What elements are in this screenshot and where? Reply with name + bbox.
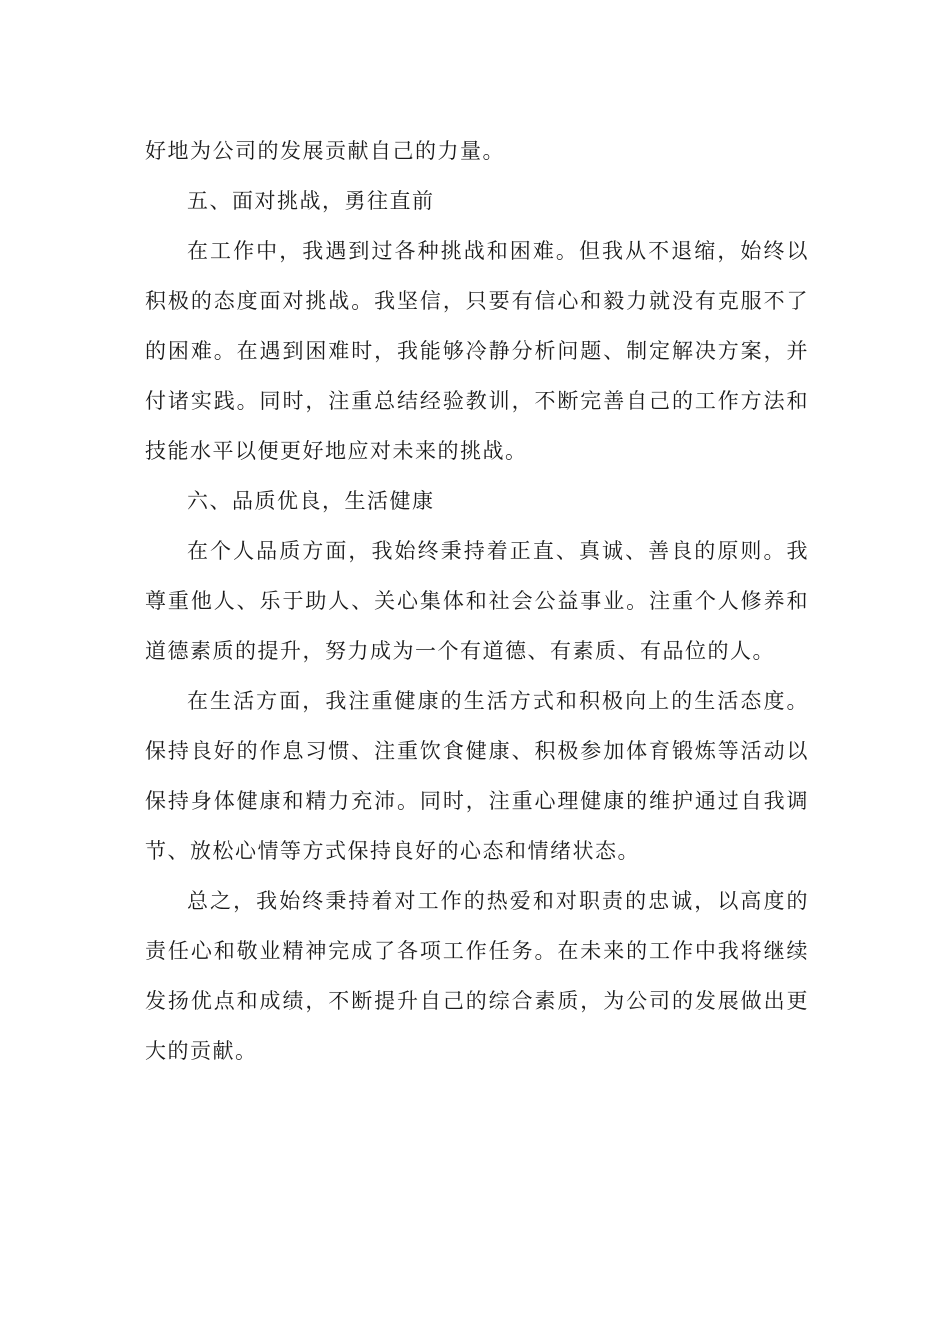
paragraph-lifestyle: 在生活方面，我注重健康的生活方式和积极向上的生活态度。保持良好的作息习惯、注重饮食健康、积极参加体育锻炼等活动以保持身体健康和精力充沛。同时，注重心理健康的维护通过自我调节、放松心情等方式保持良好的心态和情绪状态。 (145, 689, 809, 863)
continuation-paragraph: 好地为公司的发展贡献自己的力量。 (145, 139, 505, 163)
document-body (145, 126, 809, 1076)
section-heading-five: 五、面对挑战，勇往直前 (187, 189, 435, 213)
paragraph-character: 在个人品质方面，我始终秉持着正直、真诚、善良的原则。我尊重他人、乐于助人、关心集体和社会公益事业。注重个人修养和道德素质的提升，努力成为一个有道德、有素质、有品位的人。 (145, 539, 809, 663)
paragraph-challenges: 在工作中，我遇到过各种挑战和困难。但我从不退缩，始终以积极的态度面对挑战。我坚信，只要有信心和毅力就没有克服不了的困难。在遇到困难时，我能够冷静分析问题、制定解决方案，并付诸实践。同时，注重总结经验教训，不断完善自己的工作方法和技能水平以便更好地应对未来的挑战。 (145, 239, 809, 463)
section-heading-six: 六、品质优良，生活健康 (187, 489, 435, 513)
paragraph-conclusion: 总之，我始终秉持着对工作的热爱和对职责的忠诚，以高度的责任心和敬业精神完成了各项工作任务。在未来的工作中我将继续发扬优点和成绩，不断提升自己的综合素质，为公司的发展做出更大的贡献。 (145, 889, 809, 1063)
